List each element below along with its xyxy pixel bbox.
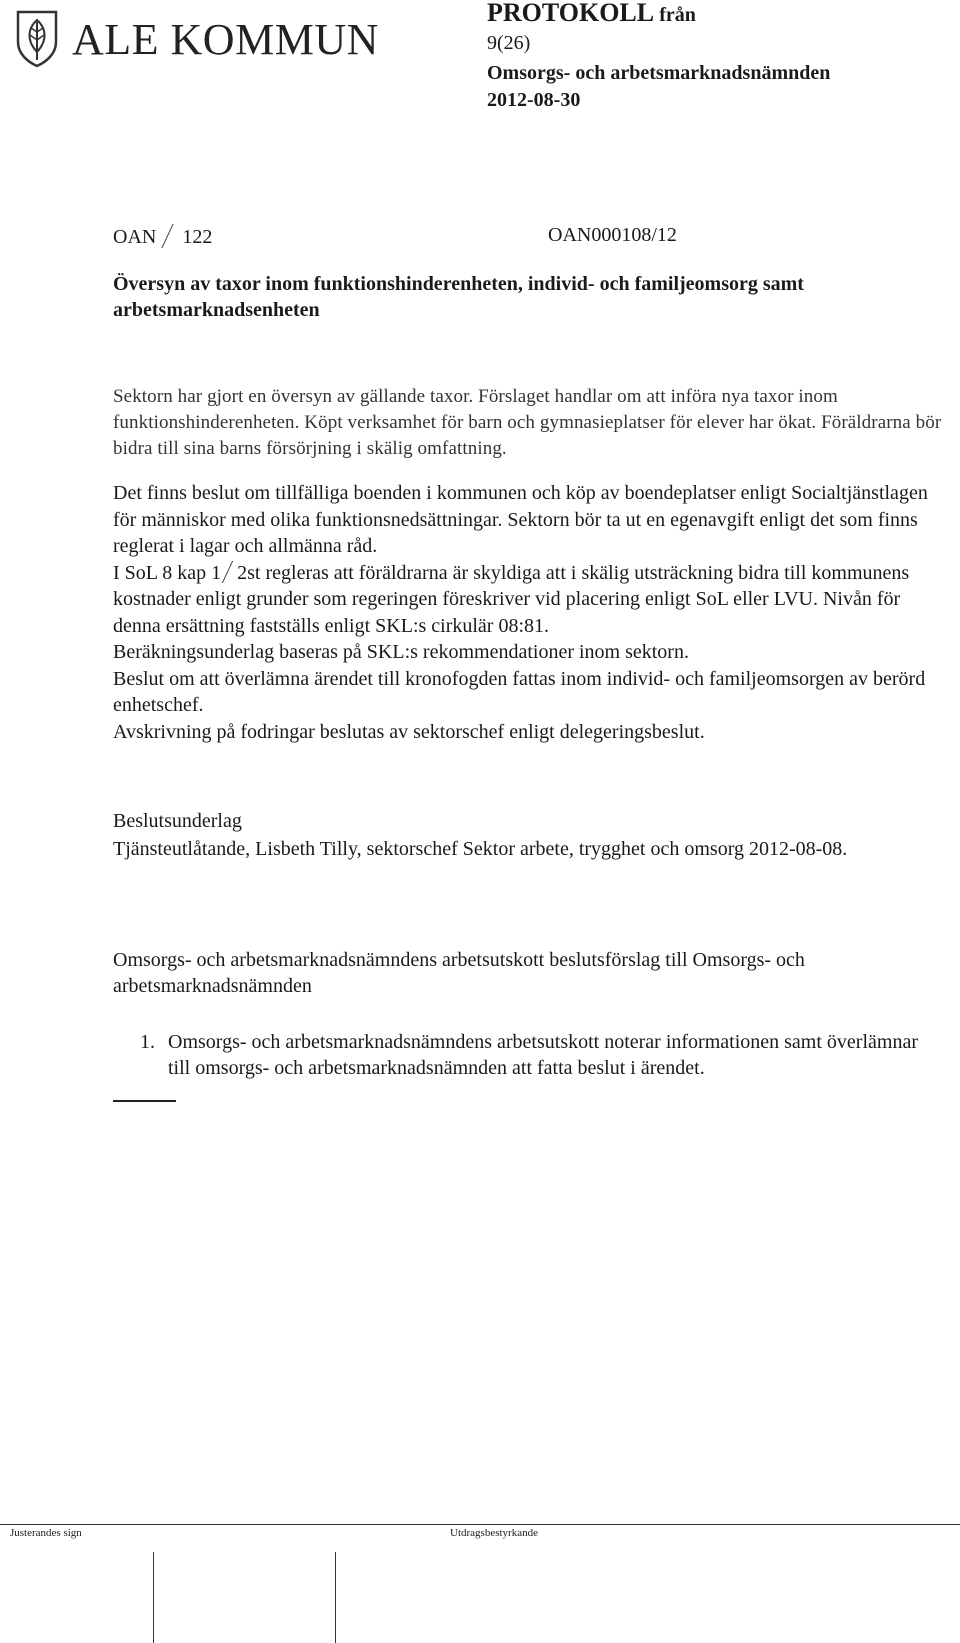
paragraph-overview: Sektorn har gjort en översyn av gällande taxor. Förslaget handlar om att införa nya taxor inom funktionshinderenheten. Köpt verksamhet för barn och gymnasieplatser för elever har ökat. Föräldrarna bör bidra till sina barns försörjning i skälig omfattning. [113, 386, 942, 459]
paragraph-details [113, 480, 943, 745]
page-number: 9(26) [487, 32, 531, 54]
details-line-5: Avskrivning på fodringar beslutas av sektorschef enligt delegeringsbeslut. [113, 720, 705, 743]
case-number: OAN000108/12 [548, 224, 677, 246]
decision-item-text: Omsorgs- och arbetsmarknadsnämndens arbetsutskott noterar informationen samt överlämnar till omsorgs- och arbetsmarknadsnämnden att fatta beslut i ärendet. [168, 1031, 918, 1079]
details-line-2 [113, 560, 943, 640]
org-name: ALE KOMMUN [72, 15, 379, 64]
details-line-3: Beräkningsunderlag baseras på SKL:s rekommendationer inom sektorn. [113, 641, 689, 663]
leaf-shield-icon [12, 8, 62, 68]
doc-type-label: PROTOKOLL [487, 0, 653, 27]
doc-type-suffix: från [659, 4, 696, 26]
law-text: 2st regleras att föräldrarna är skyldiga att i skälig utsträckning bidra till kommunens kostnader enligt grunder som regeringen föreskriver vid placering enligt SoL eller LVU. Nivån för denna ersättning fastställs enligt SKL:s cirkulär 08:81. [113, 561, 910, 637]
section-number: 122 [182, 226, 213, 248]
section-reference [113, 224, 212, 249]
section-sign-icon [222, 561, 234, 583]
proposal-text: Omsorgs- och arbetsmarknadsnämndens arbetsutskott beslutsförslag till Omsorgs- och arbetsmarknadsnämnden [113, 949, 805, 997]
signature-box-divider [153, 1552, 154, 1643]
footer-justerandes: Justerandes sign [10, 1527, 82, 1539]
footer-divider [0, 1524, 960, 1525]
basis-heading: Beslutsunderlag [113, 810, 242, 832]
ale-kommun-logo [12, 8, 379, 70]
meeting-date: 2012-08-30 [487, 89, 581, 111]
decision-item-body [140, 1029, 930, 1081]
section-sign-icon [162, 224, 175, 248]
doc-type [487, 0, 696, 26]
details-line-1: Det finns beslut om tillfälliga boenden i kommunen och köp av boendeplatser enligt Socialtjänstlagen för människor med olika funktionsnedsättningar. Sektorn bör ta ut en egenavgift enligt det som finns reglerat i lagar och allmänna råd. [113, 482, 928, 557]
decision-item-number: 1. [140, 1031, 155, 1053]
details-line-4: Beslut om att överlämna ärendet till kronofogden fattas inom individ- och familjeomsorgen av berörd enhetschef. [113, 667, 926, 716]
signature-box-divider [335, 1552, 336, 1643]
basis-text: Tjänsteutlåtande, Lisbeth Tilly, sektorschef Sektor arbete, trygghet och omsorg 2012-08-08. [113, 838, 848, 860]
section-label: OAN [113, 226, 157, 248]
committee-name: Omsorgs- och arbetsmarknadsnämnden [487, 62, 831, 84]
case-title: Översyn av taxor inom funktionshinderenheten, individ- och familjeomsorg samt arbetsmarknadsenheten [113, 273, 804, 321]
footer-utdrag: Utdragsbestyrkande [450, 1527, 538, 1539]
law-reference: I SoL 8 kap 1 [113, 561, 222, 584]
end-rule [113, 1100, 176, 1102]
